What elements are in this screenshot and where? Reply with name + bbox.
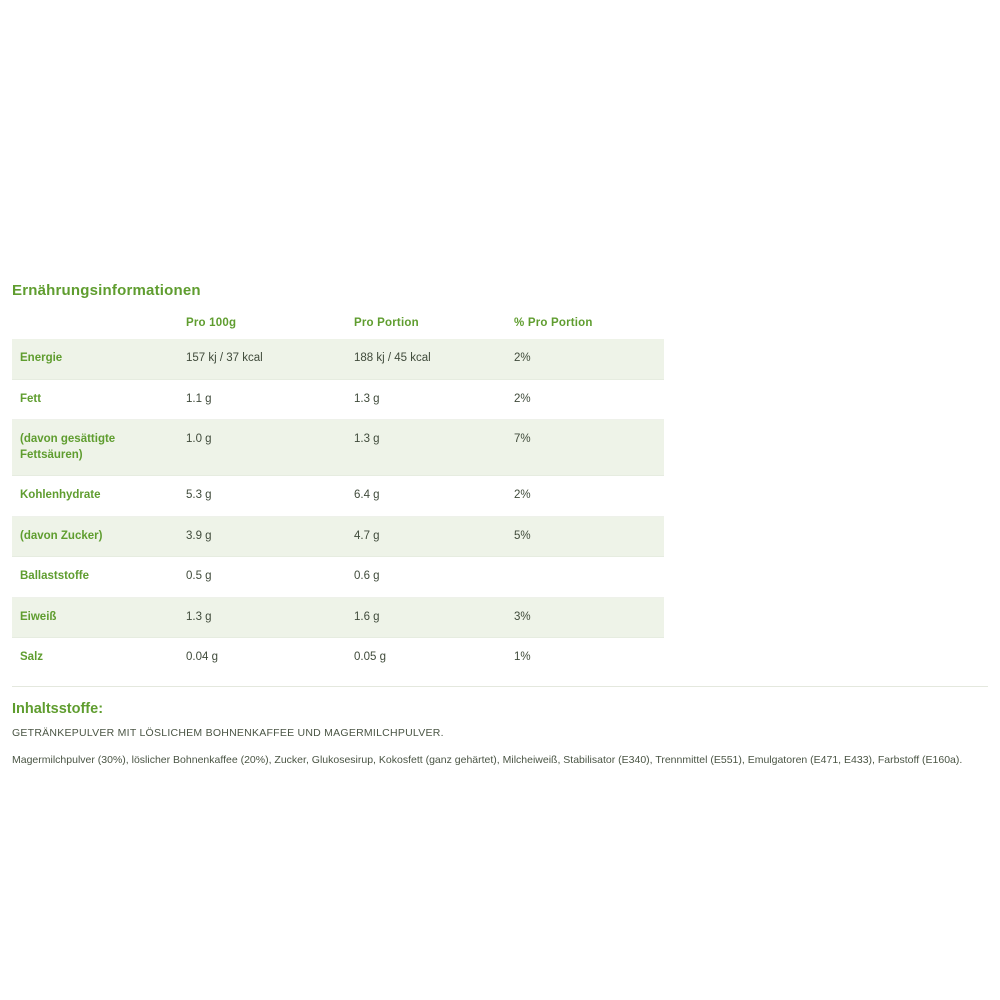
row-percent: 5%	[506, 516, 664, 557]
row-per-portion: 188 kj / 45 kcal	[346, 339, 506, 379]
row-percent: 2%	[506, 379, 664, 420]
row-label: Ballaststoffe	[12, 557, 178, 598]
column-header-nutrient	[12, 313, 178, 339]
table-row	[12, 420, 664, 476]
column-header-per-portion: Pro Portion	[354, 317, 419, 329]
row-per-portion: 0.6 g	[346, 557, 506, 598]
column-header-percent-per-portion: % Pro Portion	[514, 317, 593, 329]
row-per-100g: 5.3 g	[178, 476, 346, 517]
table-row	[12, 516, 664, 557]
nutrition-table	[12, 313, 664, 678]
section-divider	[12, 686, 988, 687]
row-per-100g: 157 kj / 37 kcal	[178, 339, 346, 379]
row-percent: 2%	[506, 476, 664, 517]
row-label: Eiweiß	[12, 597, 178, 638]
row-per-100g: 0.04 g	[186, 651, 218, 664]
ingredients-title: Inhaltsstoffe:	[12, 700, 104, 717]
row-per-portion: 6.4 g	[346, 476, 506, 517]
row-per-100g: 1.1 g	[178, 379, 346, 420]
row-label: (davon Zucker)	[12, 516, 178, 557]
table-header	[12, 313, 664, 339]
table-row	[12, 476, 664, 517]
row-per-portion: 1.6 g	[346, 597, 506, 638]
row-label: (davon gesättigte Fettsäuren)	[12, 420, 178, 476]
row-percent: 1%	[514, 651, 531, 664]
row-per-portion: 4.7 g	[346, 516, 506, 557]
ingredients-subtitle: GETRÄNKEPULVER MIT LÖSLICHEM BOHNENKAFFEE UND MAGERMILCHPULVER.	[12, 726, 444, 739]
ingredients-section	[12, 701, 988, 769]
row-label: Kohlenhydrate	[12, 476, 178, 517]
table-row	[12, 557, 664, 598]
page-title: Ernährungsinformationen	[12, 282, 201, 299]
table-body	[12, 339, 664, 678]
table-row	[12, 339, 664, 379]
row-percent: 2%	[506, 339, 664, 379]
table-row	[12, 638, 664, 678]
row-per-portion: 1.3 g	[346, 420, 506, 476]
table-header-row	[12, 313, 664, 339]
row-percent: 3%	[506, 597, 664, 638]
ingredients-list: Magermilchpulver (30%), löslicher Bohnenkaffee (20%), Zucker, Glukosesirup, Kokosfett (ganz gehärtet), Milcheiweiß, Stabilisator (E340), Trennmittel (E551), Emulgatoren (E471, E433), Farbstoff (E160a).	[12, 753, 963, 766]
row-per-100g: 1.3 g	[178, 597, 346, 638]
row-per-100g: 3.9 g	[178, 516, 346, 557]
table-row	[12, 379, 664, 420]
row-percent: 7%	[506, 420, 664, 476]
row-percent	[506, 557, 664, 598]
column-header-per-100g: Pro 100g	[186, 317, 237, 329]
content-area	[12, 282, 988, 768]
row-per-portion: 0.05 g	[354, 651, 386, 664]
table-row	[12, 597, 664, 638]
row-per-portion: 1.3 g	[346, 379, 506, 420]
row-per-100g: 0.5 g	[178, 557, 346, 598]
row-label: Salz	[20, 651, 44, 664]
row-label: Fett	[12, 379, 178, 420]
row-per-100g: 1.0 g	[178, 420, 346, 476]
row-label: Energie	[12, 339, 178, 379]
